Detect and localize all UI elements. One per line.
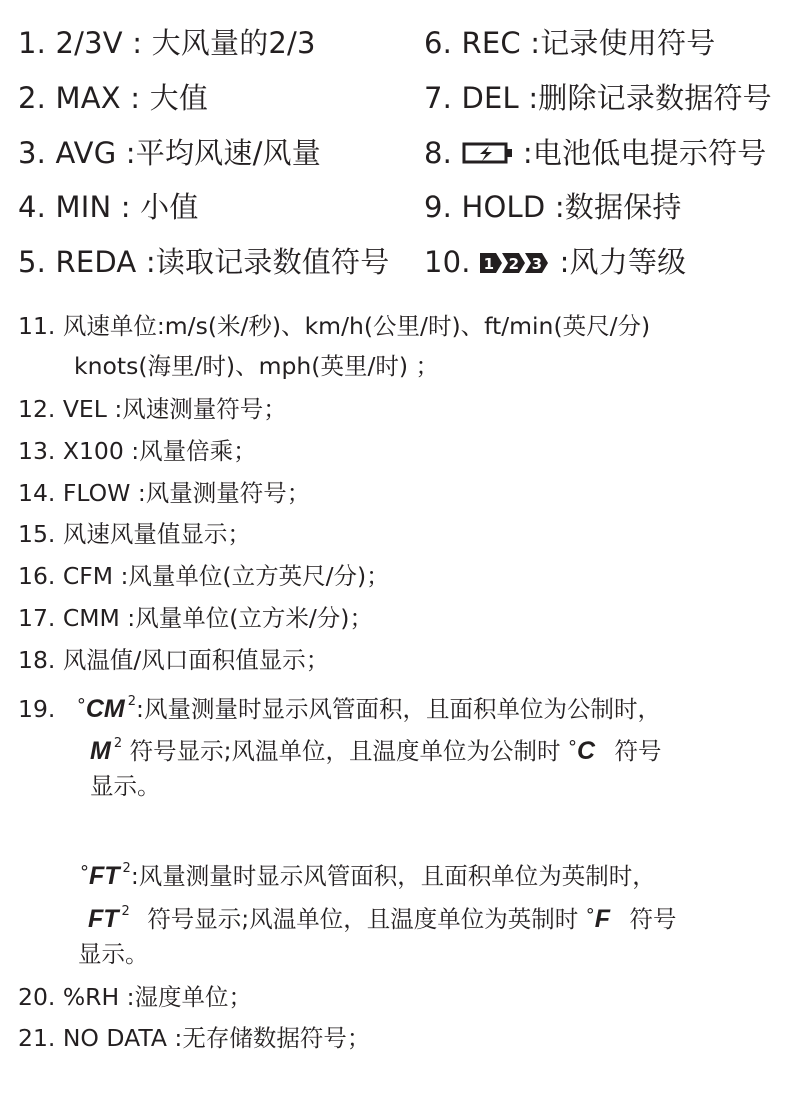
item-9: 9. HOLD :数据保持 [424,190,682,224]
item-17: 17. CMM :风量单位(立方米/分)； [18,604,373,632]
ft-text-2: 符号显示;风温单位，且温度单位为英制时 [147,905,579,933]
degree-mark-ft: ° [80,862,89,883]
ft-symbol-2: FT [88,905,119,933]
level-digit-1: 1 [483,255,495,273]
cm-symbol: CM [85,695,125,723]
item-8 [424,135,767,171]
item-19-text-2: 符号显示;风温单位，且温度单位为公制时 [129,737,561,765]
degree-mark-f: ° [585,905,595,926]
ft-superscript: 2 [122,861,131,876]
item-5: 5. REDA :读取记录数值符号 [18,245,390,279]
item-18: 18. 风温值/风口面积值显示； [18,646,330,674]
item-14: 14. FLOW :风量测量符号； [18,479,311,507]
item-19-number: 19. [18,695,56,723]
m-superscript: 2 [113,736,123,751]
item-10-number: 10. [424,245,471,279]
item-11-line-2: knots(海里/时)、mph(英里/时) ； [74,352,440,380]
item-1: 1. 2/3V : 大风量的2/3 [18,26,316,60]
degree-mark-c: ° [568,737,577,758]
item-11-line-1: 11. 风速单位:m/s(米/秒)、km/h(公里/时)、ft/min(英尺/分) [18,312,651,340]
item-19-text-3: 符号 [614,737,662,765]
m-symbol: M [90,737,111,765]
degree-mark: ° [76,695,86,716]
item-20: 20. %RH :湿度单位； [18,983,253,1011]
ft-superscript-2: 2 [121,904,130,919]
item-15: 15. 风速风量值显示； [18,520,251,548]
item-16: 16. CFM :风量单位(立方英尺/分)； [18,562,390,590]
item-21: 21. NO DATA :无存储数据符号； [18,1024,371,1052]
item-7: 7. DEL :删除记录数据符号 [424,81,772,115]
ft-line-1 [80,853,656,892]
ft-symbol: FT [89,862,120,890]
level-digit-3: 3 [531,255,543,273]
cm-superscript: 2 [127,694,137,709]
ft-line-2 [88,896,676,935]
battery-low-icon [462,141,514,165]
item-13: 13. X100 :风量倍乘； [18,437,257,465]
wind-level-icon [480,251,550,275]
item-4: 4. MIN : 小值 [18,190,199,224]
item-8-number: 8. [424,136,453,170]
item-12: 12. VEL :风速测量符号； [18,395,287,423]
item-19-line-3: 显示。 [90,772,161,800]
c-symbol: C [577,737,596,765]
item-10-text: :风力等级 [559,245,687,279]
level-digit-2: 2 [508,255,520,273]
f-symbol: F [594,905,610,933]
item-10 [424,244,686,280]
item-19-text-1: :风量测量时显示风管面积，且面积单位为公制时， [136,695,661,723]
item-3: 3. AVG :平均风速/风量 [18,136,321,170]
ft-text-1: :风量测量时显示风管面积，且面积单位为英制时， [130,862,656,890]
item-19-line-1 [18,686,661,725]
item-8-text: :电池低电提示符号 [522,136,767,170]
ft-text-3: 符号 [629,905,677,933]
item-19-line-2 [90,728,662,767]
ft-line-3: 显示。 [78,940,149,968]
item-6: 6. REC :记录使用符号 [424,26,716,60]
item-2: 2. MAX : 大值 [18,81,209,115]
